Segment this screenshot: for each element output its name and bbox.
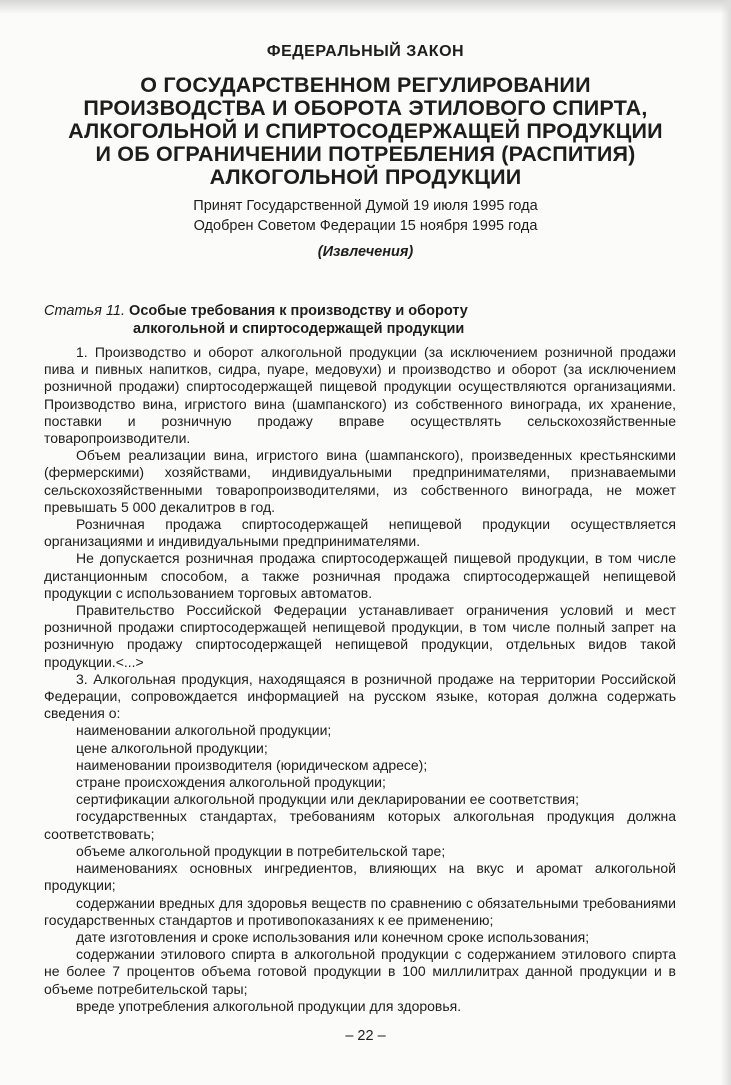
article-heading xyxy=(44,302,468,321)
list-item: содержании вредных для здоровья веществ по сравнению с обязательными требованиями государственных стандартов и противопоказаниях к ее применению; xyxy=(44,894,676,928)
paragraph: Объем реализации вина, игристого вина (шампанского), произведенных крестьянскими (фермерскими) хозяйствами, индивидуальными предпринимателями, признаваемыми сельскохозяйственными товаропроизводителями, из собственного винограда, не может превышать 5 000 декалитров в год. xyxy=(44,447,676,515)
law-type-heading: ФЕДЕРАЛЬНЫЙ ЗАКОН xyxy=(266,43,465,60)
list-item: цене алкогольной продукции; xyxy=(76,739,268,756)
scan-top-shadow xyxy=(0,0,731,14)
list-item: наименовании производителя (юридическом адресе); xyxy=(76,756,428,773)
paragraph: Правительство Российской Федерации устанавливает ограничения условий и мест розничной продажи спиртосодержащей непищевой продукции, в том числе полный запрет на розничную продажу спиртосодержащей непищевой продукции, отдельных видов такой продукции.<...> xyxy=(44,602,676,670)
list-item: государственных стандартах, требованиям которых алкогольная продукция должна соответствовать; xyxy=(44,808,676,842)
list-item: объеме алкогольной продукции в потребительской таре; xyxy=(76,842,446,859)
law-title-line: И ОБ ОГРАНИЧЕНИИ ПОТРЕБЛЕНИЯ (РАСПИТИЯ) xyxy=(95,142,636,166)
list-item: дате изготовления и сроке использования или конечном сроке использования; xyxy=(76,928,590,945)
page-number: – 22 – xyxy=(345,1028,386,1044)
list-item: содержании этилового спирта в алкогольной продукции с содержанием этилового спирта не более 7 процентов объема готовой продукции в 100 миллилитрах данной продукции и в объеме потребительской тары; xyxy=(44,946,676,997)
list-item: вреде употребления алкогольной продукции для здоровья. xyxy=(76,997,462,1014)
list-item: наименованиях основных ингредиентов, влияющих на вкус и аромат алкогольной продукции; xyxy=(44,860,676,894)
list-item: стране происхождения алкогольной продукции; xyxy=(76,774,386,791)
law-title-line: АЛКОГОЛЬНОЙ ПРОДУКЦИИ xyxy=(209,165,522,189)
list-item: сертификации алкогольной продукции или декларировании ее соответствия; xyxy=(76,791,579,808)
law-title-line: О ГОСУДАРСТВЕННОМ РЕГУЛИРОВАНИИ xyxy=(140,73,591,97)
approval-date: Одобрен Советом Федерации 15 ноября 1995 года xyxy=(193,218,538,234)
law-title-line: ПРОИЗВОДСТВА И ОБОРОТА ЭТИЛОВОГО СПИРТА, xyxy=(83,96,648,120)
paragraph: Розничная продажа спиртосодержащей непищевой продукции осуществляется организациями и индивидуальными предпринимателями. xyxy=(44,516,676,550)
adoption-date: Принят Государственной Думой 19 июля 1995 года xyxy=(193,198,538,214)
extract-note: (Извлечения) xyxy=(317,244,414,260)
article-title-line-1: Особые требования к производству и обороту xyxy=(129,303,468,319)
paragraph: 1. Производство и оборот алкогольной продукции (за исключением розничной продажи пива и пивных напитков, сидра, пуаре, медовухи) и производство и оборот (за исключением розничной продажи) спиртосодержащей пищевой продукции осуществляются организациями. Производство вина, игристого вина (шампанского) из собственного винограда, их хранение, поставки и розничную продажу вправе осуществлять сельскохозяйственные товаропроизводители. xyxy=(44,344,676,447)
article-number: Статья 11. xyxy=(44,303,126,319)
law-title xyxy=(0,74,731,189)
list-item: наименовании алкогольной продукции; xyxy=(76,722,332,739)
article-title-line-2: алкогольной и спиртосодержащей продукции xyxy=(133,321,465,337)
paragraph: Не допускается розничная продажа спиртосодержащей пищевой продукции, в том числе дистанционным способом, а также розничная продажа спиртосодержащей непищевой продукции с использованием торговых автоматов. xyxy=(44,550,676,601)
paragraph: 3. Алкогольная продукция, находящаяся в розничной продаже на территории Российской Федерации, сопровождается информацией на русском языке, которая должна содержать сведения о: xyxy=(44,670,676,722)
law-title-line: АЛКОГОЛЬНОЙ И СПИРТОСОДЕРЖАЩЕЙ ПРОДУКЦИИ xyxy=(68,119,663,143)
article-body xyxy=(44,344,676,1015)
